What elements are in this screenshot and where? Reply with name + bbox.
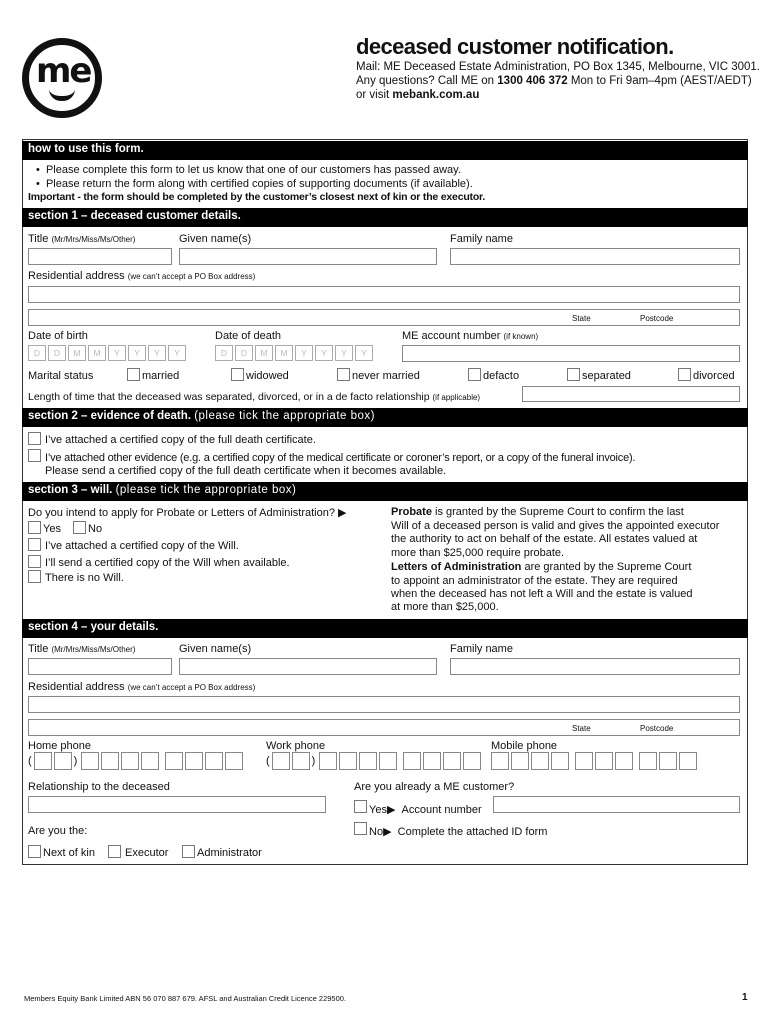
s1-address-label: Residential address (we can’t accept a PO Box address): [28, 270, 256, 282]
s1-dod-cells: [215, 345, 373, 361]
marital-married-label: married: [142, 370, 180, 382]
phone-cell[interactable]: [81, 752, 99, 770]
phone-cell[interactable]: [615, 752, 633, 770]
s3-no-checkbox[interactable]: [73, 521, 86, 534]
phone-cell[interactable]: [141, 752, 159, 770]
phone-cell[interactable]: [575, 752, 593, 770]
me-customer-yes-checkbox[interactable]: [354, 800, 367, 813]
me-logo: [22, 38, 102, 118]
phone-cell[interactable]: [359, 752, 377, 770]
date-cell[interactable]: D: [235, 345, 253, 361]
role-administrator-label: Administrator: [197, 847, 262, 859]
phone-cell[interactable]: [54, 752, 72, 770]
s1-given-label: Given name(s): [179, 233, 252, 245]
phone-cell[interactable]: [531, 752, 549, 770]
phone-cell[interactable]: [679, 752, 697, 770]
s4-given-label: Given name(s): [179, 643, 252, 655]
date-cell[interactable]: M: [275, 345, 293, 361]
date-cell[interactable]: D: [48, 345, 66, 361]
how-to-bullet-2: • Please return the form along with certified copies of supporting documents (if available).: [36, 178, 473, 190]
phone-number: 1300 406 372: [497, 75, 568, 87]
date-cell[interactable]: Y: [108, 345, 126, 361]
marital-divorced-label: divorced: [693, 370, 735, 382]
s2-other-evidence-checkbox[interactable]: [28, 449, 41, 462]
role-executor-checkbox[interactable]: [108, 845, 121, 858]
date-cell[interactable]: D: [28, 345, 46, 361]
home-phone-cells: ( ): [28, 752, 243, 770]
letters-info-3: when the deceased has not left a Will and the estate is valued: [391, 588, 693, 600]
relationship-label: Relationship to the deceased: [28, 781, 170, 793]
phone-cell[interactable]: [423, 752, 441, 770]
mobile-phone-cells: [491, 752, 697, 770]
phone-cell[interactable]: [379, 752, 397, 770]
s4-given-input[interactable]: [179, 658, 437, 675]
date-cell[interactable]: Y: [295, 345, 313, 361]
phone-cell[interactable]: [319, 752, 337, 770]
s1-length-label: Length of time that the deceased was separated, divorced, or in a de facto relationship (if applicable): [28, 391, 481, 403]
s2-other-evidence-label: I’ve attached other evidence (e.g. a certified copy of the medical certificate or coroner’s report, or a copy of the funeral invoice).: [45, 452, 636, 464]
section4-heading: section 4 – your details.: [22, 619, 748, 638]
s4-family-input[interactable]: [450, 658, 740, 675]
marital-divorced-checkbox[interactable]: [678, 368, 691, 381]
visit-line: or visit mebank.com.au: [356, 89, 480, 101]
marital-widowed-checkbox[interactable]: [231, 368, 244, 381]
s3-will-later-checkbox[interactable]: [28, 555, 41, 568]
role-executor-label: Executor: [125, 847, 169, 859]
phone-cell[interactable]: [165, 752, 183, 770]
letters-info-4: at more than $25,000.: [391, 601, 499, 613]
s1-account-input[interactable]: [402, 345, 740, 362]
phone-cell[interactable]: [403, 752, 421, 770]
phone-cell[interactable]: [595, 752, 613, 770]
marital-married-checkbox[interactable]: [127, 368, 140, 381]
s3-question: Do you intend to apply for Probate or Letters of Administration? ▶: [28, 507, 347, 519]
s1-title-label: Title (Mr/Mrs/Miss/Ms/Other): [28, 233, 136, 245]
s1-address-input-1[interactable]: [28, 286, 740, 303]
letters-info-2: to appoint an administrator of the estate. They are required: [391, 575, 678, 587]
marital-never-married-label: never married: [352, 370, 420, 382]
role-next-of-kin-checkbox[interactable]: [28, 845, 41, 858]
home-phone-label: Home phone: [28, 740, 91, 752]
section3-heading: section 3 – will. (please tick the appropriate box): [22, 482, 748, 501]
s1-marital-label: Marital status: [28, 370, 94, 382]
footer-legal: Members Equity Bank Limited ABN 56 070 887 679. AFSL and Australian Credit Licence 229500.: [24, 994, 347, 1003]
work-phone-cells: ( ): [266, 752, 481, 770]
s3-yes-label: Yes: [43, 523, 61, 535]
questions-line: Any questions? Call ME on 1300 406 372 Mon to Fri 9am–4pm (AEST/AEDT): [356, 75, 752, 87]
s3-no-will-checkbox[interactable]: [28, 570, 41, 583]
phone-cell[interactable]: [491, 752, 509, 770]
mail-address: Mail: ME Deceased Estate Administration, PO Box 1345, Melbourne, VIC 3001.: [356, 61, 760, 73]
phone-cell[interactable]: [551, 752, 569, 770]
s1-given-input[interactable]: [179, 248, 437, 265]
marital-separated-label: separated: [582, 370, 631, 382]
s2-death-cert-label: I’ve attached a certified copy of the full death certificate.: [45, 434, 316, 446]
s1-account-label: ME account number (if known): [402, 330, 539, 342]
section1-heading: section 1 – deceased customer details.: [22, 208, 748, 227]
date-cell[interactable]: Y: [335, 345, 353, 361]
date-cell[interactable]: M: [68, 345, 86, 361]
s4-address-input-2[interactable]: [28, 719, 740, 736]
are-you-label: Are you the:: [28, 825, 88, 837]
s1-postcode-label: Postcode: [640, 314, 674, 323]
s1-title-input[interactable]: [28, 248, 172, 265]
phone-cell[interactable]: [443, 752, 461, 770]
me-customer-question: Are you already a ME customer?: [354, 781, 515, 793]
marital-defacto-label: defacto: [483, 370, 520, 382]
logo-text: me: [36, 51, 91, 91]
s4-address-input-1[interactable]: [28, 696, 740, 713]
s4-postcode-label: Postcode: [640, 724, 674, 733]
form-title: deceased customer notification.: [356, 34, 674, 59]
probate-info-1: Probate is granted by the Supreme Court to confirm the last: [391, 506, 684, 518]
s1-dob-cells: [28, 345, 186, 361]
s3-no-will-label: There is no Will.: [45, 572, 124, 584]
me-customer-no-checkbox[interactable]: [354, 822, 367, 835]
s1-state-label: State: [572, 314, 591, 323]
section2-heading: section 2 – evidence of death. (please tick the appropriate box): [22, 408, 748, 427]
s3-will-later-label: I’ll send a certified copy of the Will when available.: [45, 557, 290, 569]
phone-cell[interactable]: [225, 752, 243, 770]
role-next-of-kin-label: Next of kin: [43, 847, 95, 859]
probate-info-2: Will of a deceased person is valid and gives the appointed executor: [391, 520, 720, 532]
role-administrator-checkbox[interactable]: [182, 845, 195, 858]
s3-yes-checkbox[interactable]: [28, 521, 41, 534]
me-customer-no-label: No▶ Complete the attached ID form: [369, 826, 548, 838]
important-note: Important - the form should be completed by the customer’s closest next of kin or the executor.: [28, 191, 486, 203]
phone-cell[interactable]: [205, 752, 223, 770]
s1-family-label: Family name: [450, 233, 513, 245]
s4-title-label: Title (Mr/Mrs/Miss/Ms/Other): [28, 643, 136, 655]
me-customer-yes-label: Yes▶ Account number: [369, 804, 482, 816]
s4-address-label: Residential address (we can’t accept a PO Box address): [28, 681, 256, 693]
date-cell[interactable]: Y: [168, 345, 186, 361]
phone-cell[interactable]: [511, 752, 529, 770]
s4-family-label: Family name: [450, 643, 513, 655]
relationship-input[interactable]: [28, 796, 326, 813]
s4-title-input[interactable]: [28, 658, 172, 675]
s3-will-attached-label: I’ve attached a certified copy of the Will.: [45, 540, 239, 552]
phone-cell[interactable]: [34, 752, 52, 770]
phone-cell[interactable]: [292, 752, 310, 770]
marital-widowed-label: widowed: [246, 370, 289, 382]
phone-cell[interactable]: [185, 752, 203, 770]
marital-never-married-checkbox[interactable]: [337, 368, 350, 381]
s1-length-input[interactable]: [522, 386, 740, 402]
logo-smile: [49, 89, 75, 101]
s4-state-label: State: [572, 724, 591, 733]
s2-other-evidence-note: Please send a certified copy of the full death certificate when it becomes available.: [45, 465, 447, 477]
mobile-phone-label: Mobile phone: [491, 740, 558, 752]
date-cell[interactable]: M: [88, 345, 106, 361]
probate-info-4: more than $25,000 require probate.: [391, 547, 565, 559]
marital-separated-checkbox[interactable]: [567, 368, 580, 381]
s3-no-label: No: [88, 523, 103, 535]
s1-family-input[interactable]: [450, 248, 740, 265]
date-cell[interactable]: Y: [128, 345, 146, 361]
phone-cell[interactable]: [463, 752, 481, 770]
date-cell[interactable]: M: [255, 345, 273, 361]
date-cell[interactable]: Y: [148, 345, 166, 361]
how-to-heading: how to use this form.: [22, 141, 748, 160]
website-link[interactable]: mebank.com.au: [392, 89, 480, 101]
phone-cell[interactable]: [121, 752, 139, 770]
s1-dod-label: Date of death: [215, 330, 282, 342]
phone-cell[interactable]: [339, 752, 357, 770]
phone-cell[interactable]: [659, 752, 677, 770]
phone-cell[interactable]: [639, 752, 657, 770]
how-to-bullet-1: • Please complete this form to let us know that one of our customers has passed away.: [36, 164, 461, 176]
date-cell[interactable]: Y: [355, 345, 373, 361]
page-number: 1: [742, 992, 748, 1003]
s1-dob-label: Date of birth: [28, 330, 88, 342]
s2-death-cert-checkbox[interactable]: [28, 432, 41, 445]
s1-address-input-2[interactable]: [28, 309, 740, 326]
date-cell[interactable]: D: [215, 345, 233, 361]
work-phone-label: Work phone: [266, 740, 326, 752]
probate-info-3: the authority to act on behalf of the estate. All estates valued at: [391, 533, 698, 545]
phone-cell[interactable]: [101, 752, 119, 770]
date-cell[interactable]: Y: [315, 345, 333, 361]
phone-cell[interactable]: [272, 752, 290, 770]
letters-info-1: Letters of Administration are granted by the Supreme Court: [391, 561, 692, 573]
account-number-input[interactable]: [493, 796, 740, 813]
marital-defacto-checkbox[interactable]: [468, 368, 481, 381]
s3-will-attached-checkbox[interactable]: [28, 538, 41, 551]
